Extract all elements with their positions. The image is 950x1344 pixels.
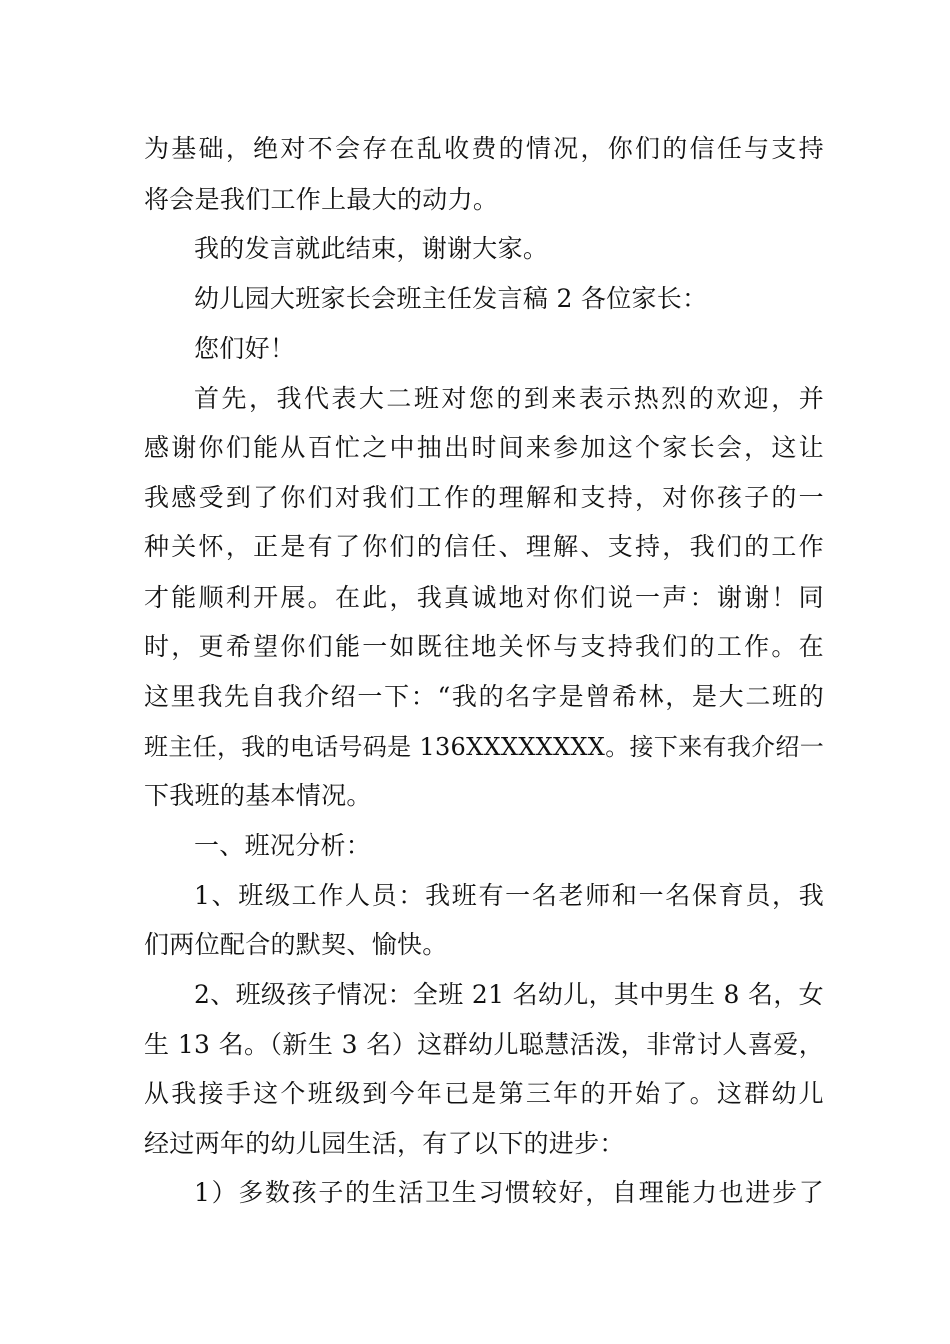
text-line: 您们好！: [194, 334, 296, 363]
text-line: 我的发言就此结束，谢谢大家。: [194, 234, 549, 263]
text-line: 1）多数孩子的生活卫生习惯较好，自理能力也进步了: [194, 1178, 824, 1207]
text-line: 将会是我们工作上最大的动力。: [144, 185, 499, 214]
text-line: 从我接手这个班级到今年已是第三年的开始了。这群幼儿: [144, 1079, 824, 1108]
text-line: 们两位配合的默契、愉快。: [144, 930, 448, 959]
text-line: 经过两年的幼儿园生活，有了以下的进步：: [144, 1129, 625, 1158]
section-heading: 一、班况分析：: [194, 831, 372, 860]
text-line: 2、班级孩子情况：全班 21 名幼儿，其中男生 8 名，女: [194, 980, 824, 1009]
text-line: 首先，我代表大二班对您的到来表示热烈的欢迎，并: [194, 384, 824, 413]
text-line: 这里我先自我介绍一下：“我的名字是曾希林，是大二班的: [144, 682, 824, 711]
text-line: 感谢你们能从百忙之中抽出时间来参加这个家长会，这让: [144, 433, 824, 462]
text-line: 为基础，绝对不会存在乱收费的情况，你们的信任与支持: [144, 134, 824, 163]
text-line: 班主任，我的电话号码是 136XXXXXXXX。接下来有我介绍一: [144, 733, 824, 761]
text-line: 生 13 名。（新生 3 名）这群幼儿聪慧活泼，非常讨人喜爱，: [144, 1030, 824, 1059]
text-line: 才能顺利开展。在此，我真诚地对你们说一声：谢谢！同: [144, 583, 824, 612]
text-line: 时，更希望你们能一如既往地关怀与支持我们的工作。在: [144, 632, 824, 661]
text-line: 幼儿园大班家长会班主任发言稿 2 各位家长：: [194, 284, 708, 313]
text-line: 1、班级工作人员：我班有一名老师和一名保育员，我: [194, 881, 824, 910]
text-line: 下我班的基本情况。: [144, 781, 372, 810]
text-line: 我感受到了你们对我们工作的理解和支持，对你孩子的一: [144, 483, 824, 512]
text-line: 种关怀，正是有了你们的信任、理解、支持，我们的工作: [144, 532, 824, 561]
